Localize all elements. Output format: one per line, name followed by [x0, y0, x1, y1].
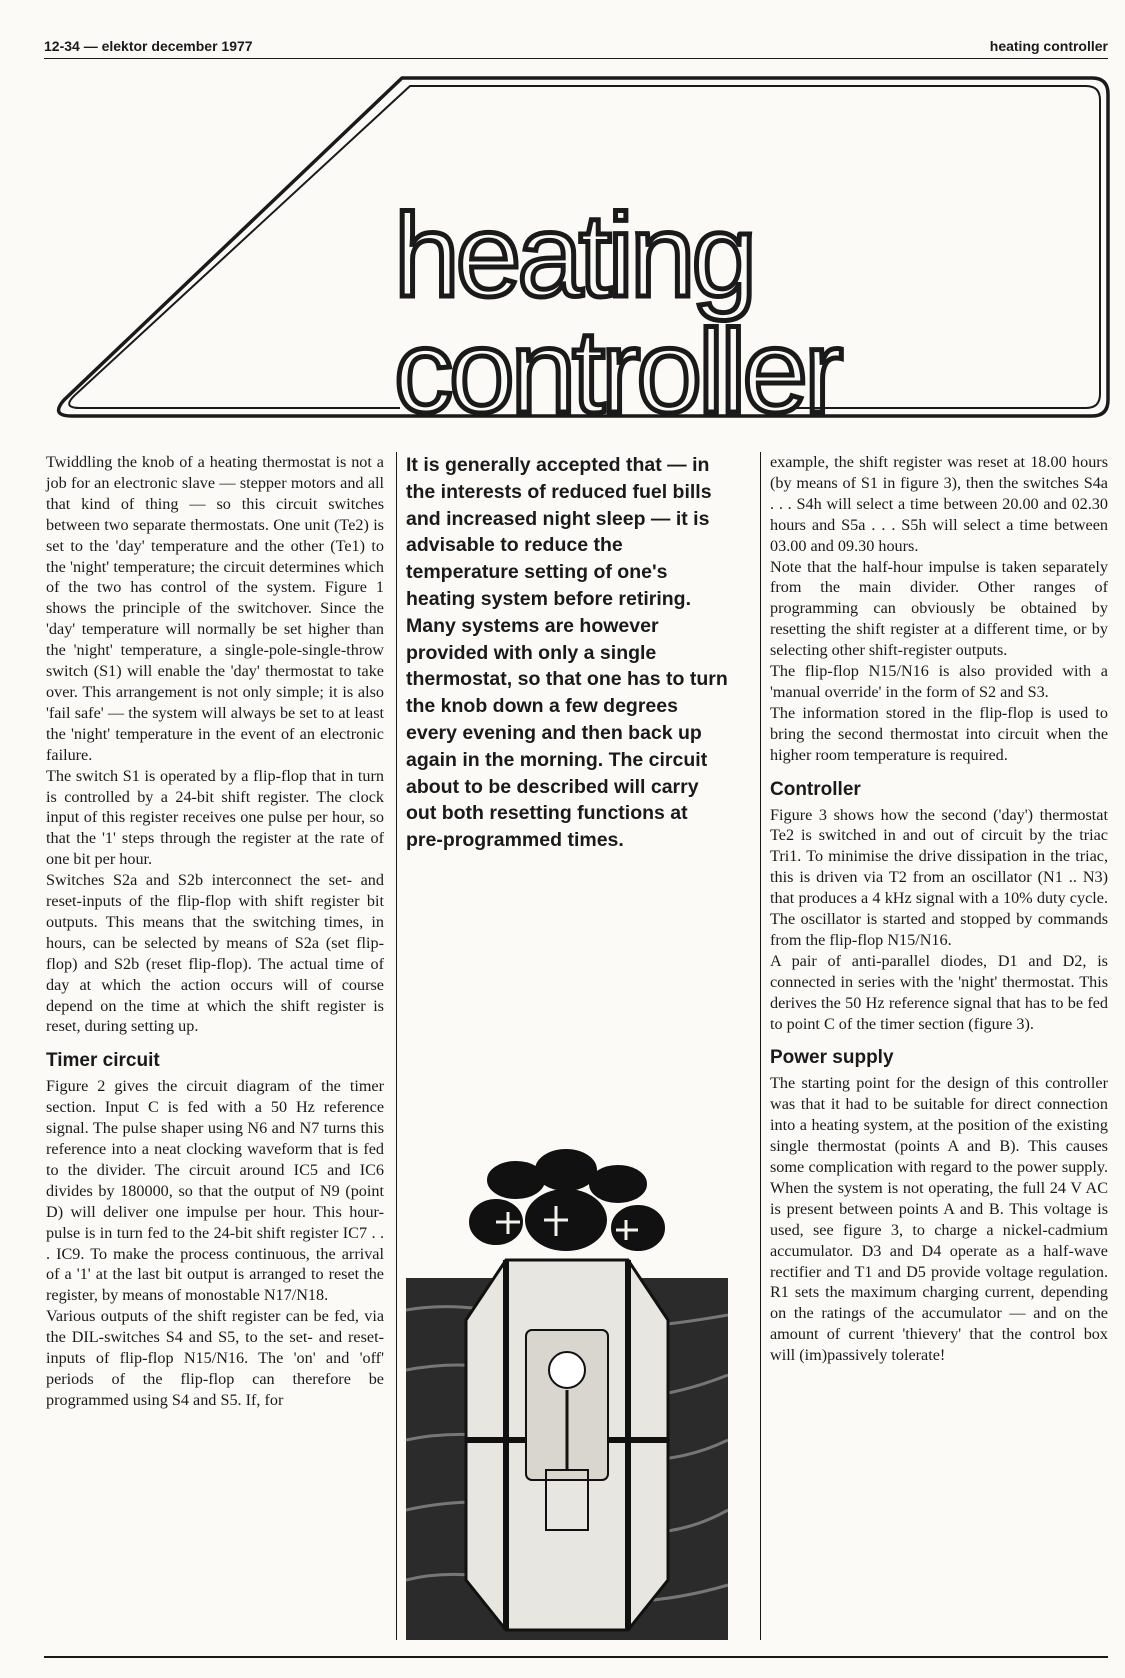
article-column-1 [46, 452, 384, 1411]
paragraph: example, the shift register was reset at 18.00 hours (by means of S1 in figure 3), then the switches S4a . . . S4h will select a time between 20.00 and 02.30 hours and S5a . . . S5h will select a time between 03.00 and 09.30 hours. [770, 453, 1108, 555]
footer-rule [44, 1656, 1108, 1658]
column-divider-right [760, 452, 761, 1640]
paragraph: The switch S1 is operated by a flip-flop that in turn is controlled by a 24-bit shift register. The clock input of this register receives one pulse per hour, so that the '1' steps through the register at the rate of one bit per hour. [46, 766, 384, 869]
paragraph: Switches S2a and S2b interconnect the set- and reset-inputs of the flip-flop with shift register bit outputs. This means that the switching times, in hours, can be selected by means of S2a (set flip-flop) and S2b (reset flip-flop). The actual time of day at which the action occurs will of course depend on the time at which the shift register is reset, during setting up. [46, 871, 384, 1036]
paragraph: A pair of anti-parallel diodes, D1 and D2, is connected in series with the 'night' thermostat. This derives the 50 Hz reference signal that has to be fed to point C of the timer section (figure 3). [770, 951, 1108, 1033]
section-heading-power: Power supply [770, 1047, 894, 1069]
paragraph: The information stored in the flip-flop is used to bring the second thermostat into circuit when the higher room temperature is required. [770, 703, 1108, 764]
paragraph: Figure 2 gives the circuit diagram of the timer section. Input C is fed with a 50 Hz reference signal. The pulse shaper using N6 and N7 turns this reference into a neat clocking waveform that is fed to the divider. The circuit around IC5 and IC6 divides by 180000, so that the output of N9 (point D) will deliver one impulse per hour. This hour-pulse is in turn fed to the 24-bit shift register IC7 . . . IC9. To make the process continuous, the arrival of a '1' at the last bit output is arranged to reset the register, by means of monostable N17/N18. [46, 1077, 384, 1305]
paragraph: Figure 3 shows how the second ('day') thermostat Te2 is switched in and out of circuit by the triac Tri1. To minimise the drive dissipation in the triac, this is driven via T2 from an oscillator (N1 .. N3) that produces a 4 kHz signal with a 10% duty cycle. The oscillator is started and stopped by commands from the flip-flop N15/N16. [770, 805, 1108, 949]
paragraph: Note that the half-hour impulse is taken separately from the main divider. Other ranges of programming can obviously be obtained by resetting the shift register at a different time, or by selecting other shift-register outputs. [770, 557, 1108, 660]
paragraph: Various outputs of the shift register can be fed, via the DIL-switches S4 and S5, to the set- and reset-inputs of flip-flop N15/N16. The 'on' and 'off' periods of the flip-flop can therefore be programmed using S4 and S5. If, for [46, 1307, 384, 1409]
gift-thermostat-illustration [406, 1140, 728, 1640]
article-column-2 [406, 452, 728, 854]
paragraph: The starting point for the design of this controller was that it had to be suitable for direct connection into a heating system, at the position of the existing single thermostat (points A and B). This causes some complication with regard to the power supply. When the system is not operating, the full 24 V AC is present between points A and B. This voltage is used, see figure 3, to charge a nickel-cadmium accumulator. D3 and D4 operate as a half-wave rectifier and T1 and D5 provide voltage regulation. R1 sets the maximum charging current, depending on the ratings of the accumulator — and on the amount of current 'thievery' that the control box will (im)passively tolerate! [770, 1074, 1108, 1365]
intro-paragraph: It is generally accepted that — in the interests of reduced fuel bills and increased night sleep — it is advisable to reduce the temperature setting of one's heating system before retiring. Many systems are however provided with only a single thermostat, so that one has to turn the knob down a few degrees every evening and then back up again in the morning. The circuit about to be described will carry out both resetting functions at pre-programmed times. [406, 454, 728, 852]
page-folio: 12-34 — elektor december 1977 [44, 38, 253, 54]
title-banner [0, 0, 1125, 440]
article-column-3 [770, 452, 1108, 1366]
section-name: heating controller [989, 38, 1108, 54]
paragraph: Twiddling the knob of a heating thermostat is not a job for an electronic slave — stepper motors and all that kind of thing — so this circuit switches between two separate thermostats. One unit (Te2) is set to the 'day' temperature and the other (Te1) to the 'night' temperature; the circuit determines which of the two has control of the system. Figure 1 shows the principle of the switchover. Since the 'day' temperature will normally be set higher than the 'night' temperature, a single-pole-single-throw switch (S1) will enable the 'day' thermostat to take over. This arrangement is not only simple; it is also 'fail safe' — the system will always be set to at least the 'night' temperature in the event of an electronic failure. [46, 453, 384, 764]
title-line-2: controller [394, 306, 840, 438]
title-line-1: heating [394, 190, 754, 322]
section-heading-controller: Controller [770, 778, 861, 800]
paragraph: The flip-flop N15/N16 is also provided with a 'manual override' in the form of S2 and S3. [770, 662, 1108, 701]
section-heading-timer: Timer circuit [46, 1050, 160, 1072]
column-divider-left [396, 452, 397, 1640]
